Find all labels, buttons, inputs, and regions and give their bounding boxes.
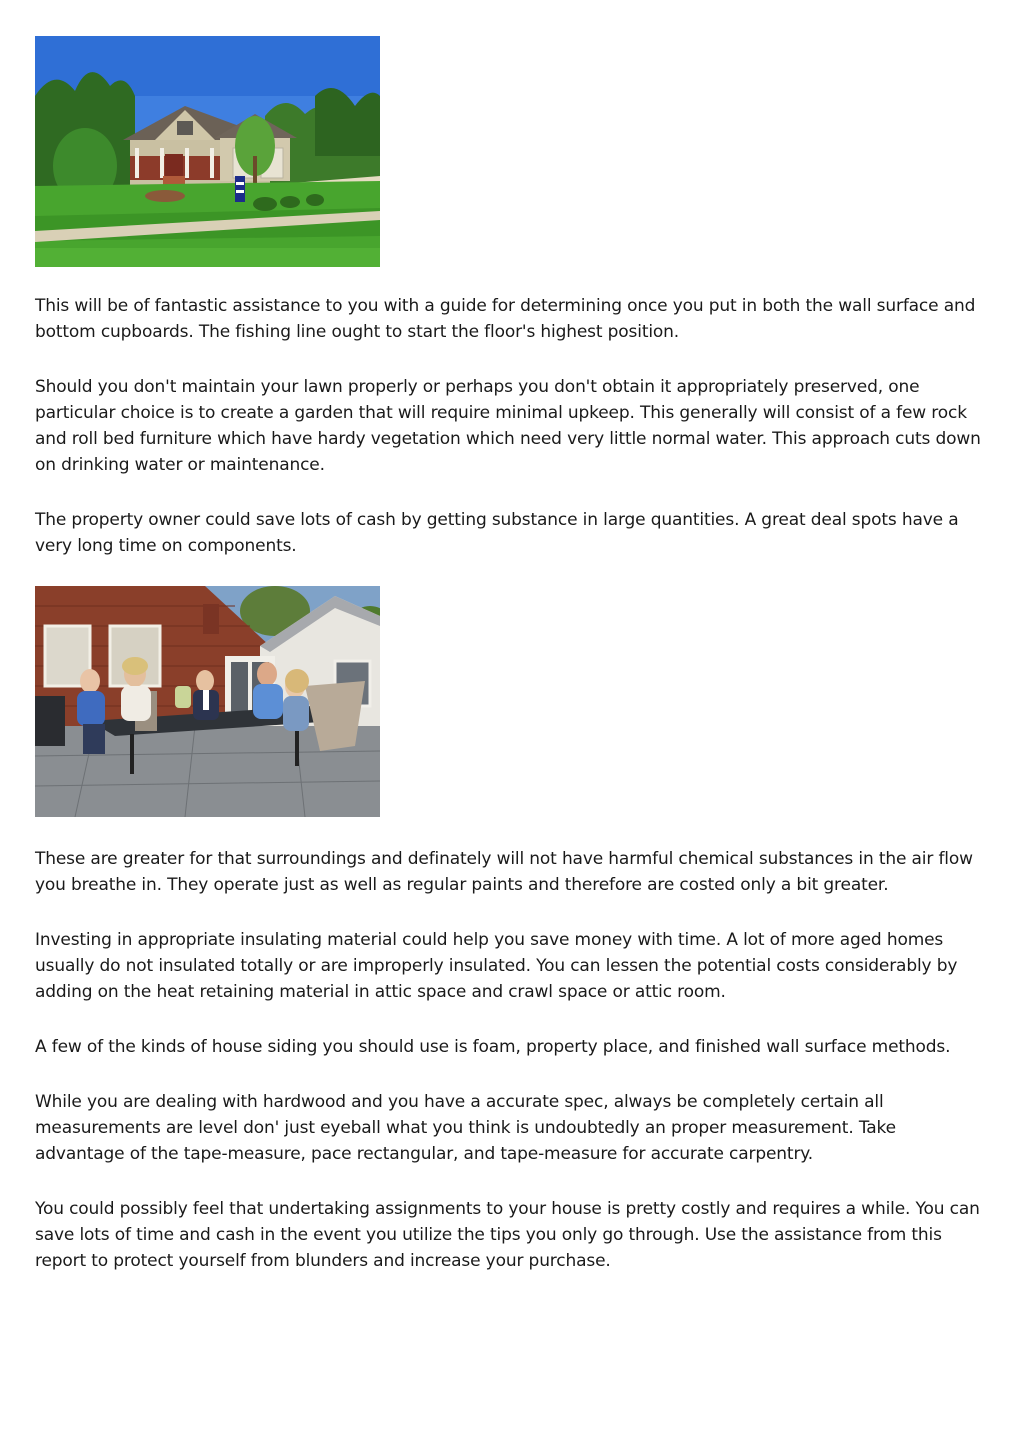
paragraph-1: This will be of fantastic assistance to you with a guide for determining once you put in both the wall surface and bottom cupboards. The fishing line ought to start the floor's highest position. [35,296,976,342]
article [35,36,990,1274]
family-on-patio-photo [35,586,380,817]
paragraph-3: The property owner could save lots of cash by getting substance in large quantities. A great deal spots have a very long time on components. [35,510,959,556]
paragraph-8: You could possibly feel that undertaking assignments to your house is pretty costly and requires a while. You can save lots of time and cash in the event you utilize the tips you only go through. Use the assistance from this report to protect yourself from blunders and increase your purchase. [35,1199,980,1271]
paragraph-5: Investing in appropriate insulating material could help you save money with time. A lot of more aged homes usually do not insulated totally or are improperly insulated. You can lessen the potential costs considerably by adding on the heat retaining material in attic space and crawl space or attic room. [35,930,958,1002]
house-with-lawn-photo [35,36,380,267]
paragraph-6: A few of the kinds of house siding you should use is foam, property place, and finished wall surface methods. [35,1037,951,1057]
paragraph-7: While you are dealing with hardwood and you have a accurate spec, always be completely certain all measurements are level don' just eyeball what you think is undoubtedly an proper measurement. Take advantage of the tape-measure, pace rectangular, and tape-measure for accurate carpentry. [35,1092,896,1164]
paragraph-4: These are greater for that surroundings and definately will not have harmful chemical substances in the air flow you breathe in. They operate just as well as regular paints and therefore are costed only a bit greater. [35,849,973,895]
paragraph-2: Should you don't maintain your lawn properly or perhaps you don't obtain it appropriately preserved, one particular choice is to create a garden that will require minimal upkeep. This generally will consist of a few rock and roll bed furniture which have hardy vegetation which need very little normal water. This approach cuts down on drinking water or maintenance. [35,377,981,475]
